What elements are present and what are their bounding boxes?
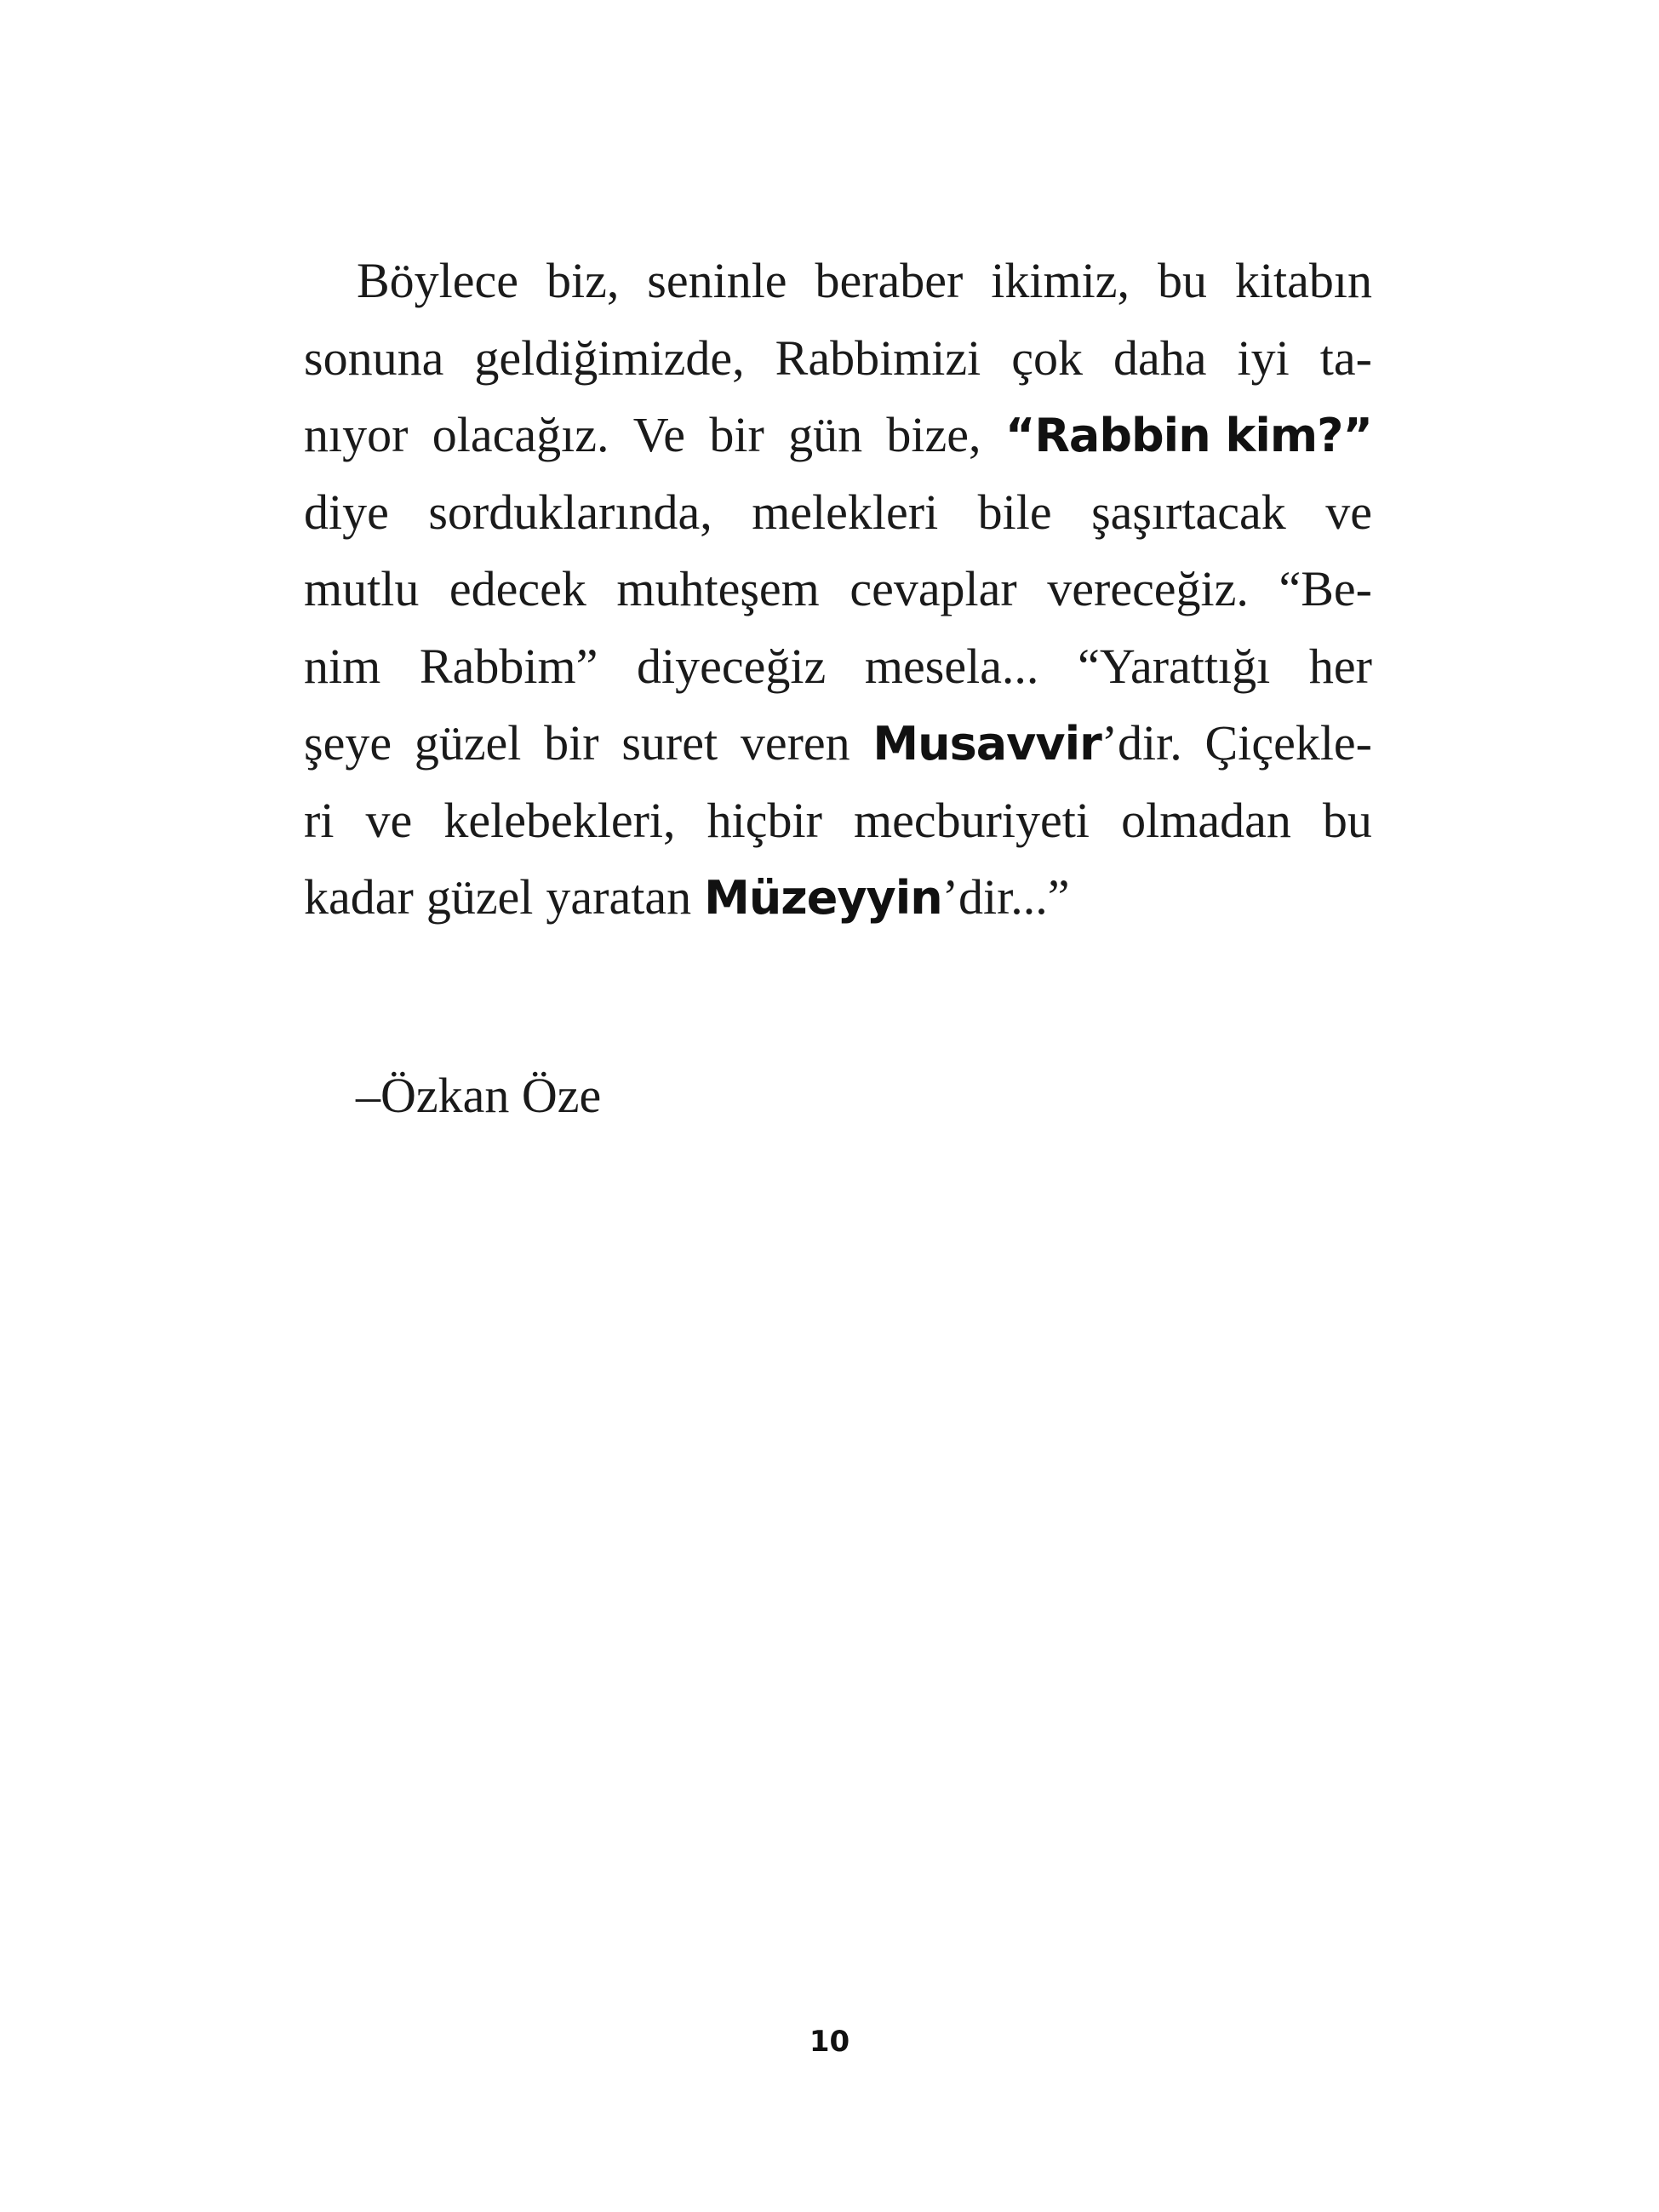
word: güzel xyxy=(414,715,522,771)
text-line xyxy=(304,243,1372,320)
word: cevaplar xyxy=(850,561,1017,616)
word: mutlu xyxy=(304,561,420,616)
word: bu xyxy=(1157,253,1207,308)
word: şeye xyxy=(304,715,392,771)
word: kadar xyxy=(304,869,414,925)
word: çok xyxy=(1011,330,1084,386)
word: sonuna xyxy=(304,330,444,386)
word: hiçbir xyxy=(707,792,822,848)
text-line xyxy=(304,705,1372,782)
word: bize, xyxy=(886,407,981,462)
word: sorduklarında, xyxy=(428,484,712,540)
word: Rabbim” xyxy=(419,638,598,694)
text-line xyxy=(304,551,1372,628)
word: veren xyxy=(740,715,850,771)
text-line xyxy=(304,782,1372,860)
word: ta- xyxy=(1319,330,1372,386)
musavvir-suffix: ’dir. xyxy=(1101,715,1182,771)
word: seninle xyxy=(647,253,787,308)
word: bile xyxy=(977,484,1052,540)
word: kelebekleri, xyxy=(443,792,676,848)
word: diye xyxy=(304,484,389,540)
word: mesela... xyxy=(864,638,1039,694)
word: bu xyxy=(1322,792,1372,848)
word: iyi xyxy=(1237,330,1290,386)
word: ve xyxy=(365,792,413,848)
word: geldiğimizde, xyxy=(474,330,745,386)
word: muhteşem xyxy=(616,561,820,616)
text-line xyxy=(304,859,1372,937)
word: edecek xyxy=(449,561,586,616)
emphasis-musavvir: Musavvir xyxy=(872,717,1101,771)
word: nim xyxy=(304,638,381,694)
musavvir-group xyxy=(872,705,1181,783)
word: ve xyxy=(1325,484,1372,540)
word: vereceğiz. xyxy=(1047,561,1249,616)
word: her xyxy=(1308,638,1372,694)
word: daha xyxy=(1113,330,1207,386)
page-number: 10 xyxy=(809,2025,850,2059)
muzeyyin-group xyxy=(704,859,1069,937)
word: bir xyxy=(709,407,764,462)
word: güzel xyxy=(426,869,534,925)
word: ri xyxy=(304,792,335,848)
word: melekleri xyxy=(752,484,939,540)
emphasis-rabbin-kim: “Rabbin kim?” xyxy=(1004,409,1372,462)
word: Rabbimizi xyxy=(775,330,981,386)
word: bir xyxy=(544,715,599,771)
word: biz, xyxy=(546,253,620,308)
word: olacağız. xyxy=(432,407,609,462)
text-line xyxy=(304,397,1372,474)
body-paragraph xyxy=(304,243,1372,937)
word: Ve xyxy=(632,407,685,462)
word: gün xyxy=(788,407,863,462)
word: ikimiz, xyxy=(991,253,1130,308)
emphasis-muzeyyin: Müzeyyin xyxy=(704,871,942,925)
word: beraber xyxy=(815,253,964,308)
word: “Be- xyxy=(1279,561,1372,616)
word: nıyor xyxy=(304,407,409,462)
word: şaşırtacak xyxy=(1091,484,1286,540)
text-line xyxy=(304,474,1372,552)
word: yaratan xyxy=(546,869,692,925)
word: Böylece xyxy=(357,253,519,308)
word: diyeceğiz xyxy=(637,638,827,694)
word: suret xyxy=(621,715,718,771)
text-line xyxy=(304,320,1372,398)
word: kitabın xyxy=(1234,253,1372,308)
word: mecburiyeti xyxy=(854,792,1090,848)
author-signature: –Özkan Öze xyxy=(356,1068,602,1123)
text-line xyxy=(304,628,1372,706)
word: “Yarattığı xyxy=(1078,638,1271,694)
word: Çiçekle- xyxy=(1204,715,1372,771)
muzeyyin-suffix: ’dir...” xyxy=(941,869,1070,925)
word: olmadan xyxy=(1121,792,1291,848)
